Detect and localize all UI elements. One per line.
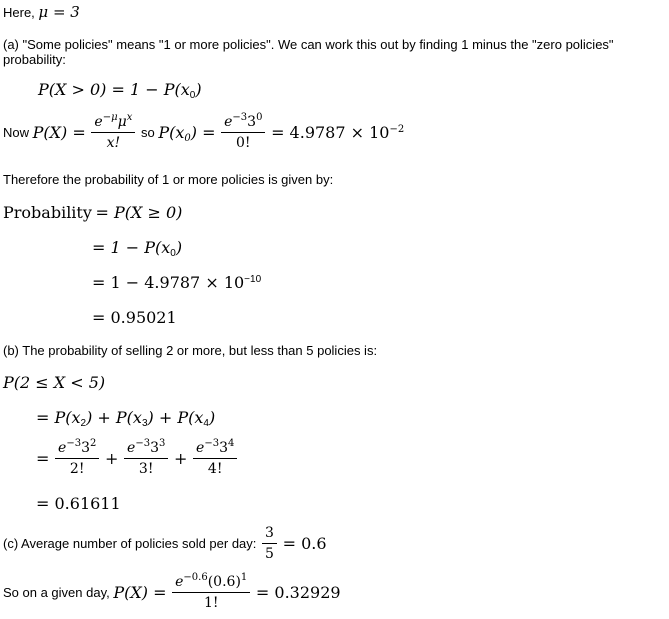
px0-lhs: $P(x_0)$ =	[158, 123, 216, 144]
given-day-text: So on a given day,	[3, 585, 110, 600]
prob-step2-sup: −10	[244, 274, 262, 285]
fraction-2: $\frac{e^{-3}3^2}{2!}$	[55, 440, 99, 477]
px0-result: = $4.9787 \times 10^{-2}$	[271, 123, 405, 142]
eq-poisson-def	[3, 114, 404, 151]
mu-value: μ = 3	[38, 3, 80, 21]
fraction-3: $\frac{e^{-3}3^3}{3!}$	[124, 440, 168, 477]
eq-complement	[38, 80, 202, 99]
part-a-line1: (a) "Some policies" means "1 or more policies". We can work this out by finding 1 minus the "zero policies"	[3, 37, 614, 52]
part-c-line	[3, 525, 327, 562]
prob-line	[3, 203, 182, 222]
part-c-final	[3, 574, 341, 611]
px0-denominator: 0!	[235, 135, 251, 151]
plus-2: +	[174, 449, 188, 468]
px0-fraction	[221, 114, 265, 151]
part-b-fractions	[36, 440, 239, 477]
poisson-fraction	[91, 114, 135, 151]
prob-step2-body: = 1 − 4.9787 × 10	[92, 273, 245, 292]
intro-label: Here,	[3, 5, 35, 20]
px-lhs: P(X) =	[32, 123, 86, 142]
fraction-4: $\frac{e^{-3}3^4}{4!}$	[193, 440, 237, 477]
prob-eq: = P(X ≥ 0)	[95, 203, 183, 222]
poisson-numerator: $e^{-\mu}\mu^x$	[91, 114, 135, 133]
final-fraction: $\frac{e^{-0.6}(0.6)^1}{1!}$	[172, 574, 250, 611]
prob-step1-sub: 0	[170, 248, 176, 259]
plus-1: +	[105, 449, 119, 468]
part-c-text: (c) Average number of policies sold per day:	[3, 536, 257, 551]
eq-complement-body: P(X > 0) = 1 − P(x	[38, 80, 190, 99]
poisson-denominator: x!	[106, 135, 121, 151]
prob-label: Probability	[3, 203, 92, 222]
part-b-result: = 0.61611	[36, 494, 121, 513]
final-px-lhs: P(X) =	[113, 583, 167, 602]
part-b-lhs: P(2 ≤ X < 5)	[3, 373, 106, 392]
prob-step1-body: = 1 − P(x	[92, 238, 171, 257]
prob-step3: = 0.95021	[92, 308, 177, 327]
intro-line	[3, 3, 80, 21]
eq-complement-end: )	[195, 80, 202, 99]
prob-step1-end: )	[175, 238, 183, 257]
part-b-eq-sign: =	[36, 449, 50, 468]
therefore-text: Therefore the probability of 1 or more policies is given by:	[3, 172, 334, 187]
eq-complement-sub: 0	[189, 90, 196, 101]
part-a-line2: probability:	[3, 52, 66, 67]
prob-step1	[92, 238, 182, 257]
part-b-sum: = $P(x_2) + P(x_3) + P(x_4)$	[36, 408, 216, 429]
average-result: = 0.6	[282, 534, 327, 553]
now-label: Now	[3, 125, 30, 140]
final-result: = 0.32929	[255, 583, 341, 602]
so-label: so	[140, 125, 155, 140]
average-fraction: $\frac{3}{5}$	[262, 525, 277, 562]
px0-numerator: $e^{-3}3^0$	[221, 114, 265, 133]
part-b-text: (b) The probability of selling 2 or more, but less than 5 policies is:	[3, 343, 378, 358]
prob-step2	[92, 273, 261, 292]
